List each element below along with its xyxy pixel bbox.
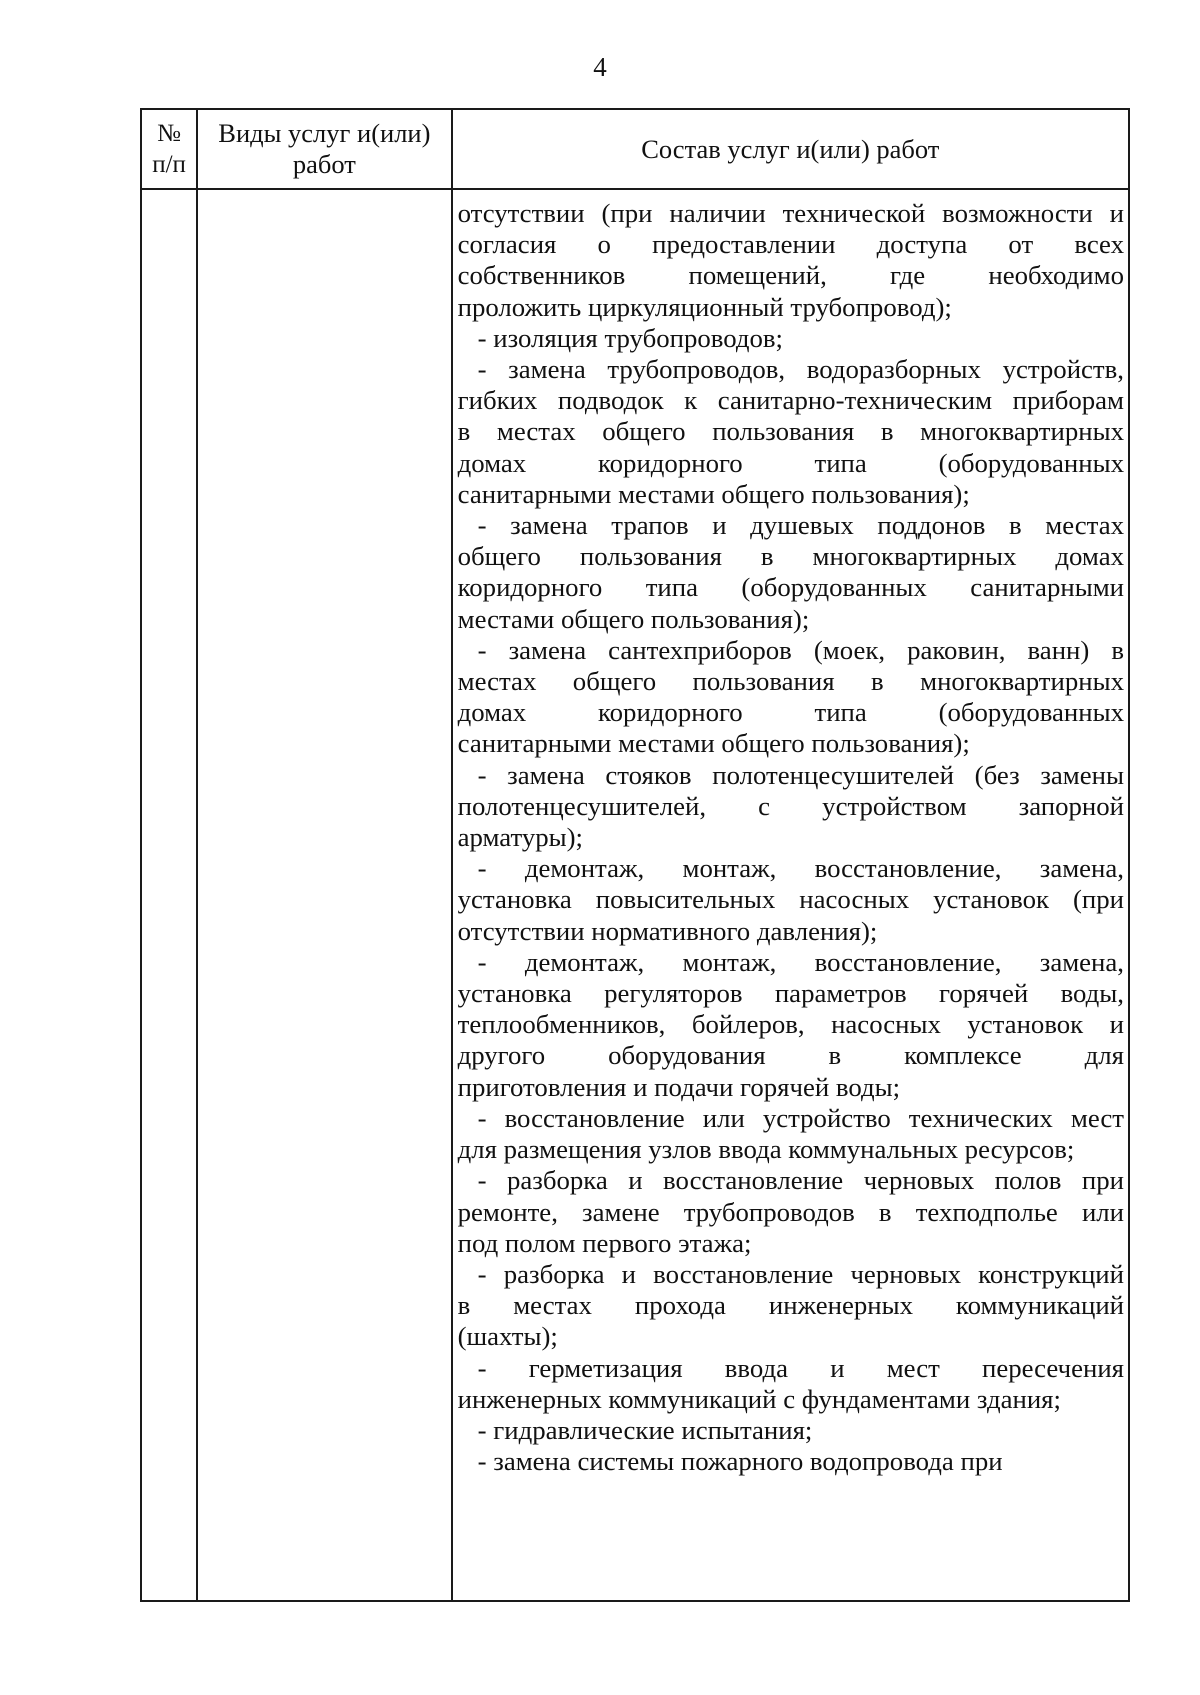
composition-line: - разборка и восстановление черновых полов при	[477, 1165, 1124, 1196]
cell-service-type	[197, 189, 452, 1601]
composition-line: арматуры);	[457, 822, 583, 853]
composition-line: - герметизация ввода и мест пересечения	[477, 1352, 1124, 1383]
composition-line: местами общего пользования);	[457, 603, 810, 634]
composition-list-item	[458, 1259, 1124, 1353]
header-number-line2: п/п	[152, 151, 186, 178]
cell-composition	[452, 189, 1129, 1601]
composition-list-item	[458, 1353, 1124, 1415]
composition-line: приготовления и подачи горячей воды;	[457, 1071, 901, 1102]
table-header-row	[141, 109, 1129, 189]
header-service-type-line2: работ	[292, 149, 356, 179]
composition-line: проложить циркуляционный трубопровод);	[457, 291, 952, 322]
table-row	[141, 189, 1129, 1601]
composition-list-item	[458, 510, 1124, 635]
composition-line: теплообменников, бойлеров, насосных установок и	[457, 1009, 1124, 1040]
composition-line: под полом первого этажа;	[457, 1227, 752, 1258]
composition-list-item	[458, 760, 1124, 854]
composition-line: полотенцесушителей, с устройством запорной	[457, 790, 1124, 821]
composition-line: отсутствии нормативного давления);	[457, 915, 878, 946]
composition-list-item	[458, 1165, 1124, 1259]
header-number-line1: №	[157, 120, 181, 147]
composition-list-item	[458, 1103, 1124, 1165]
composition-line: установка регуляторов параметров горячей воды,	[457, 978, 1124, 1009]
composition-line: - замена трапов и душевых поддонов в местах	[477, 510, 1124, 541]
composition-line: санитарными местами общего пользования);	[457, 728, 970, 759]
header-number	[141, 109, 197, 189]
composition-line: местах общего пользования в многоквартирных	[457, 666, 1124, 697]
composition-list-item	[458, 853, 1124, 947]
composition-line: - демонтаж, монтаж, восстановление, замена,	[477, 946, 1124, 977]
page-number: 4	[593, 52, 607, 82]
composition-line: в местах прохода инженерных коммуникаций	[457, 1290, 1124, 1321]
composition-line: домах коридорного типа (оборудованных	[457, 447, 1124, 478]
composition-list-item	[458, 635, 1124, 760]
composition-text	[458, 198, 1124, 1477]
composition-line: в местах общего пользования в многоквартирных	[457, 416, 1124, 447]
header-service-type-line1: Виды услуг и(или)	[218, 118, 431, 148]
composition-line: - восстановление или устройство технических мест	[477, 1102, 1124, 1133]
composition-list-item	[458, 947, 1124, 1103]
composition-line: установка повысительных насосных установок (при	[457, 884, 1124, 915]
composition-list-item	[458, 323, 1124, 354]
composition-line: другого оборудования в комплексе для	[457, 1040, 1124, 1071]
composition-line: для размещения узлов ввода коммунальных ресурсов;	[457, 1134, 1075, 1165]
composition-line: гибких подводок к санитарно-техническим приборам	[457, 385, 1124, 416]
composition-list-item	[458, 1446, 1124, 1477]
composition-line: коридорного типа (оборудованных санитарными	[457, 572, 1124, 603]
composition-line: - демонтаж, монтаж, восстановление, замена,	[477, 853, 1124, 884]
composition-line: - замена трубопроводов, водоразборных устройств,	[477, 354, 1124, 385]
composition-line: - разборка и восстановление черновых конструкций	[477, 1258, 1124, 1289]
composition-list-item	[458, 1415, 1124, 1446]
composition-line: - замена стояков полотенцесушителей (без замены	[477, 759, 1124, 790]
header-service-type	[197, 109, 452, 189]
composition-line: согласия о предоставлении доступа от всех	[457, 229, 1124, 260]
composition-line: - изоляция трубопроводов;	[477, 322, 783, 353]
composition-line: (шахты);	[457, 1321, 558, 1352]
composition-line: домах коридорного типа (оборудованных	[457, 697, 1124, 728]
cell-number	[141, 189, 197, 1601]
composition-line: - замена системы пожарного водопровода при	[477, 1446, 1003, 1477]
composition-paragraph-continuation	[458, 198, 1124, 323]
composition-list-item	[458, 354, 1124, 510]
header-composition: Состав услуг и(или) работ	[452, 109, 1129, 189]
composition-line: ремонте, замене трубопроводов в техподполье или	[457, 1196, 1124, 1227]
composition-line: - замена сантехприборов (моек, раковин, ванн) в	[477, 634, 1124, 665]
composition-line: отсутствии (при наличии технической возможности и	[457, 198, 1124, 228]
composition-line: санитарными местами общего пользования);	[457, 478, 970, 509]
composition-line: инженерных коммуникаций с фундаментами здания;	[457, 1383, 1061, 1414]
works-table	[140, 108, 1130, 1602]
composition-line: общего пользования в многоквартирных домах	[457, 541, 1124, 572]
composition-line: собственников помещений, где необходимо	[457, 260, 1124, 291]
composition-line: - гидравлические испытания;	[477, 1414, 813, 1445]
